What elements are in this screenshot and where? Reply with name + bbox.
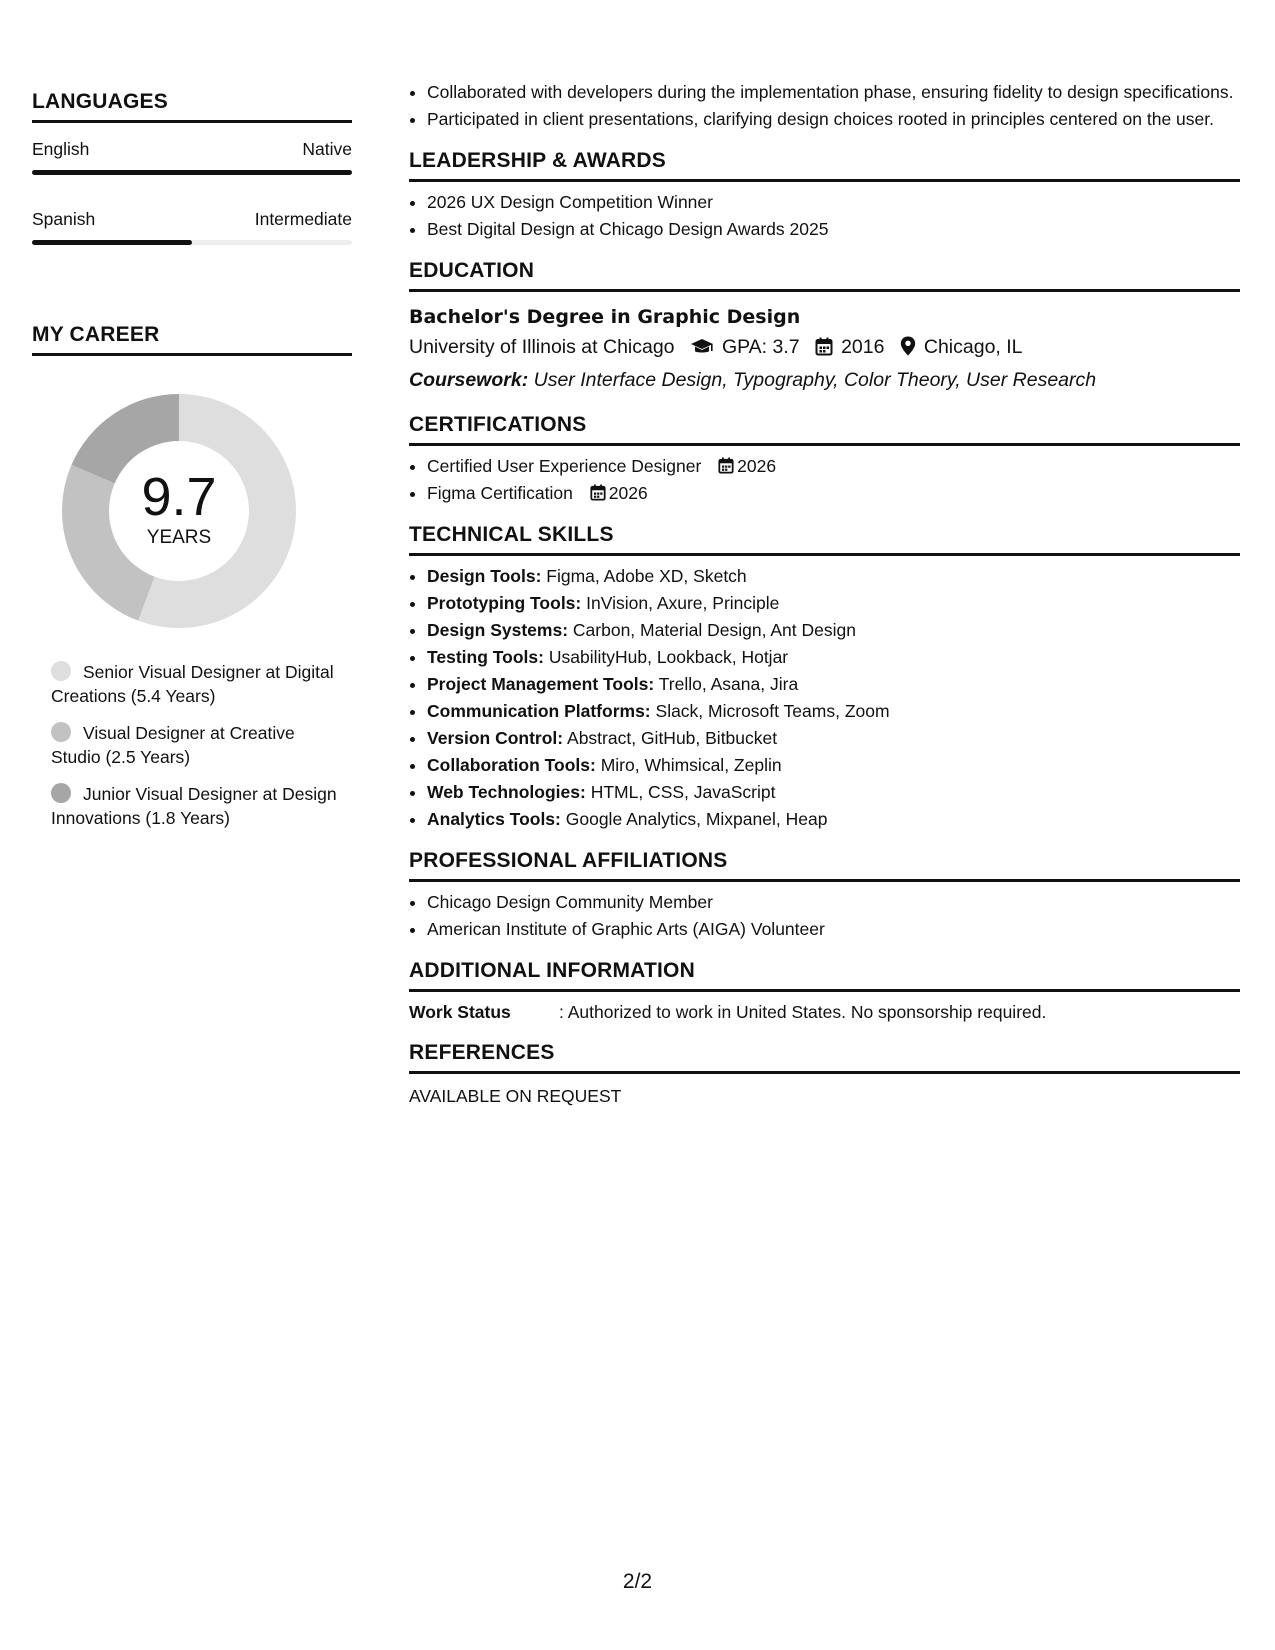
skill-value: Abstract, GitHub, Bitbucket bbox=[567, 728, 778, 748]
degree-title: Bachelor's Degree in Graphic Design bbox=[409, 306, 801, 328]
skill-item bbox=[427, 645, 1240, 669]
education-details bbox=[409, 332, 1240, 365]
skill-label: Testing Tools: bbox=[427, 647, 544, 667]
left-column bbox=[32, 90, 352, 843]
skill-item bbox=[427, 753, 1240, 777]
gpa: GPA: 3.7 bbox=[721, 336, 800, 358]
calendar-icon bbox=[815, 335, 833, 365]
certification-date bbox=[718, 454, 776, 478]
skill-label: Prototyping Tools: bbox=[427, 593, 582, 613]
legend-swatch bbox=[51, 722, 71, 742]
certification-year: 2026 bbox=[737, 456, 777, 476]
skill-value: UsabilityHub, Lookback, Hotjar bbox=[548, 647, 789, 667]
career-legend bbox=[51, 660, 341, 830]
skill-label: Communication Platforms: bbox=[427, 701, 651, 721]
skill-label: Design Systems: bbox=[427, 620, 569, 640]
list-item: • Participated in client presentations, clarifying design choices rooted in principles centered on the user. bbox=[427, 107, 1240, 131]
career-total-unit: YEARS bbox=[146, 527, 212, 548]
skill-item bbox=[427, 618, 1240, 642]
coursework-value: User Interface Design, Typography, Color Theory, User Research bbox=[533, 369, 1097, 391]
legend-label: Junior Visual Designer at Design Innovations (1.8 Years) bbox=[51, 784, 337, 828]
education-heading: EDUCATION bbox=[409, 259, 1240, 292]
leadership-list bbox=[409, 190, 1240, 241]
affiliations-list bbox=[409, 890, 1240, 941]
experience-bullets bbox=[409, 80, 1240, 131]
certification-name: Certified User Experience Designer bbox=[427, 456, 702, 476]
skill-value: Google Analytics, Mixpanel, Heap bbox=[565, 809, 828, 829]
work-status-value: : Authorized to work in United States. No sponsorship required. bbox=[559, 1002, 1047, 1022]
certifications-heading: CERTIFICATIONS bbox=[409, 413, 1240, 446]
technical-skills-heading: TECHNICAL SKILLS bbox=[409, 523, 1240, 556]
language-proficiency-bar bbox=[32, 170, 352, 175]
skill-label: Project Management Tools: bbox=[427, 674, 655, 694]
list-item: • Chicago Design Community Member bbox=[427, 890, 1240, 914]
certification-date bbox=[590, 481, 648, 505]
language-name: English bbox=[32, 139, 90, 159]
calendar-icon bbox=[718, 457, 734, 474]
school-location: Chicago, IL bbox=[923, 336, 1023, 358]
skill-value: InVision, Axure, Principle bbox=[586, 593, 780, 613]
legend-item bbox=[51, 782, 341, 830]
skill-item bbox=[427, 672, 1240, 696]
leadership-heading: LEADERSHIP & AWARDS bbox=[409, 149, 1240, 182]
skill-item bbox=[427, 807, 1240, 831]
donut-center bbox=[56, 388, 302, 634]
skill-value: Carbon, Material Design, Ant Design bbox=[572, 620, 856, 640]
skill-label: Analytics Tools: bbox=[427, 809, 561, 829]
additional-info-heading: ADDITIONAL INFORMATION bbox=[409, 959, 1240, 992]
skill-value: Slack, Microsoft Teams, Zoom bbox=[655, 701, 890, 721]
education-entry bbox=[409, 302, 1240, 395]
legend-swatch bbox=[51, 661, 71, 681]
skill-value: Trello, Asana, Jira bbox=[658, 674, 799, 694]
language-item bbox=[32, 209, 352, 245]
skill-item bbox=[427, 780, 1240, 804]
skill-item bbox=[427, 726, 1240, 750]
language-item bbox=[32, 139, 352, 175]
list-item: • Collaborated with developers during the implementation phase, ensuring fidelity to design specifications. bbox=[427, 80, 1240, 104]
right-column bbox=[409, 80, 1240, 1107]
skills-list bbox=[409, 564, 1240, 831]
skill-item bbox=[427, 564, 1240, 588]
languages-heading: LANGUAGES bbox=[32, 90, 352, 123]
map-pin-icon bbox=[900, 335, 916, 365]
list-item bbox=[427, 454, 1240, 478]
career-total-years: 9.7 bbox=[141, 467, 217, 527]
legend-label: Visual Designer at Creative Studio (2.5 Years) bbox=[51, 723, 295, 767]
legend-label: Senior Visual Designer at Digital Creations (5.4 Years) bbox=[51, 662, 334, 706]
language-level: Native bbox=[302, 139, 352, 159]
list-item: • 2026 UX Design Competition Winner bbox=[427, 190, 1240, 214]
legend-item bbox=[51, 660, 341, 708]
references-text: AVAILABLE ON REQUEST bbox=[409, 1086, 622, 1106]
skill-item bbox=[427, 699, 1240, 723]
certification-year: 2026 bbox=[608, 483, 648, 503]
skill-label: Version Control: bbox=[427, 728, 564, 748]
skill-label: Collaboration Tools: bbox=[427, 755, 596, 775]
work-status-label: Work Status bbox=[409, 1002, 511, 1022]
list-item: • American Institute of Graphic Arts (AIGA) Volunteer bbox=[427, 917, 1240, 941]
calendar-icon bbox=[590, 484, 606, 501]
work-status-row bbox=[409, 1002, 1240, 1023]
skill-item bbox=[427, 591, 1240, 615]
skill-label: Design Tools: bbox=[427, 566, 542, 586]
graduation-year: 2016 bbox=[841, 336, 885, 358]
language-proficiency-fill bbox=[32, 240, 192, 245]
skill-value: Miro, Whimsical, Zeplin bbox=[600, 755, 782, 775]
career-donut-chart bbox=[56, 388, 302, 634]
page-indicator: 2/2 bbox=[622, 1570, 653, 1593]
list-item: • Best Digital Design at Chicago Design Awards 2025 bbox=[427, 217, 1240, 241]
coursework-label: Coursework: bbox=[409, 369, 529, 391]
graduation-cap-icon bbox=[690, 335, 714, 365]
legend-swatch bbox=[51, 783, 71, 803]
coursework bbox=[409, 365, 1240, 395]
skill-label: Web Technologies: bbox=[427, 782, 586, 802]
certification-name: Figma Certification bbox=[427, 483, 573, 503]
language-proficiency-fill bbox=[32, 170, 352, 175]
list-item bbox=[427, 481, 1240, 505]
school-name: University of Illinois at Chicago bbox=[409, 336, 675, 358]
references-heading: REFERENCES bbox=[409, 1041, 1240, 1074]
language-name: Spanish bbox=[32, 209, 96, 229]
affiliations-heading: PROFESSIONAL AFFILIATIONS bbox=[409, 849, 1240, 882]
language-proficiency-bar bbox=[32, 240, 352, 245]
career-heading: MY CAREER bbox=[32, 323, 352, 356]
skill-value: HTML, CSS, JavaScript bbox=[590, 782, 776, 802]
certifications-list bbox=[409, 454, 1240, 505]
legend-item bbox=[51, 721, 341, 769]
language-level: Intermediate bbox=[254, 209, 352, 229]
skill-value: Figma, Adobe XD, Sketch bbox=[546, 566, 747, 586]
